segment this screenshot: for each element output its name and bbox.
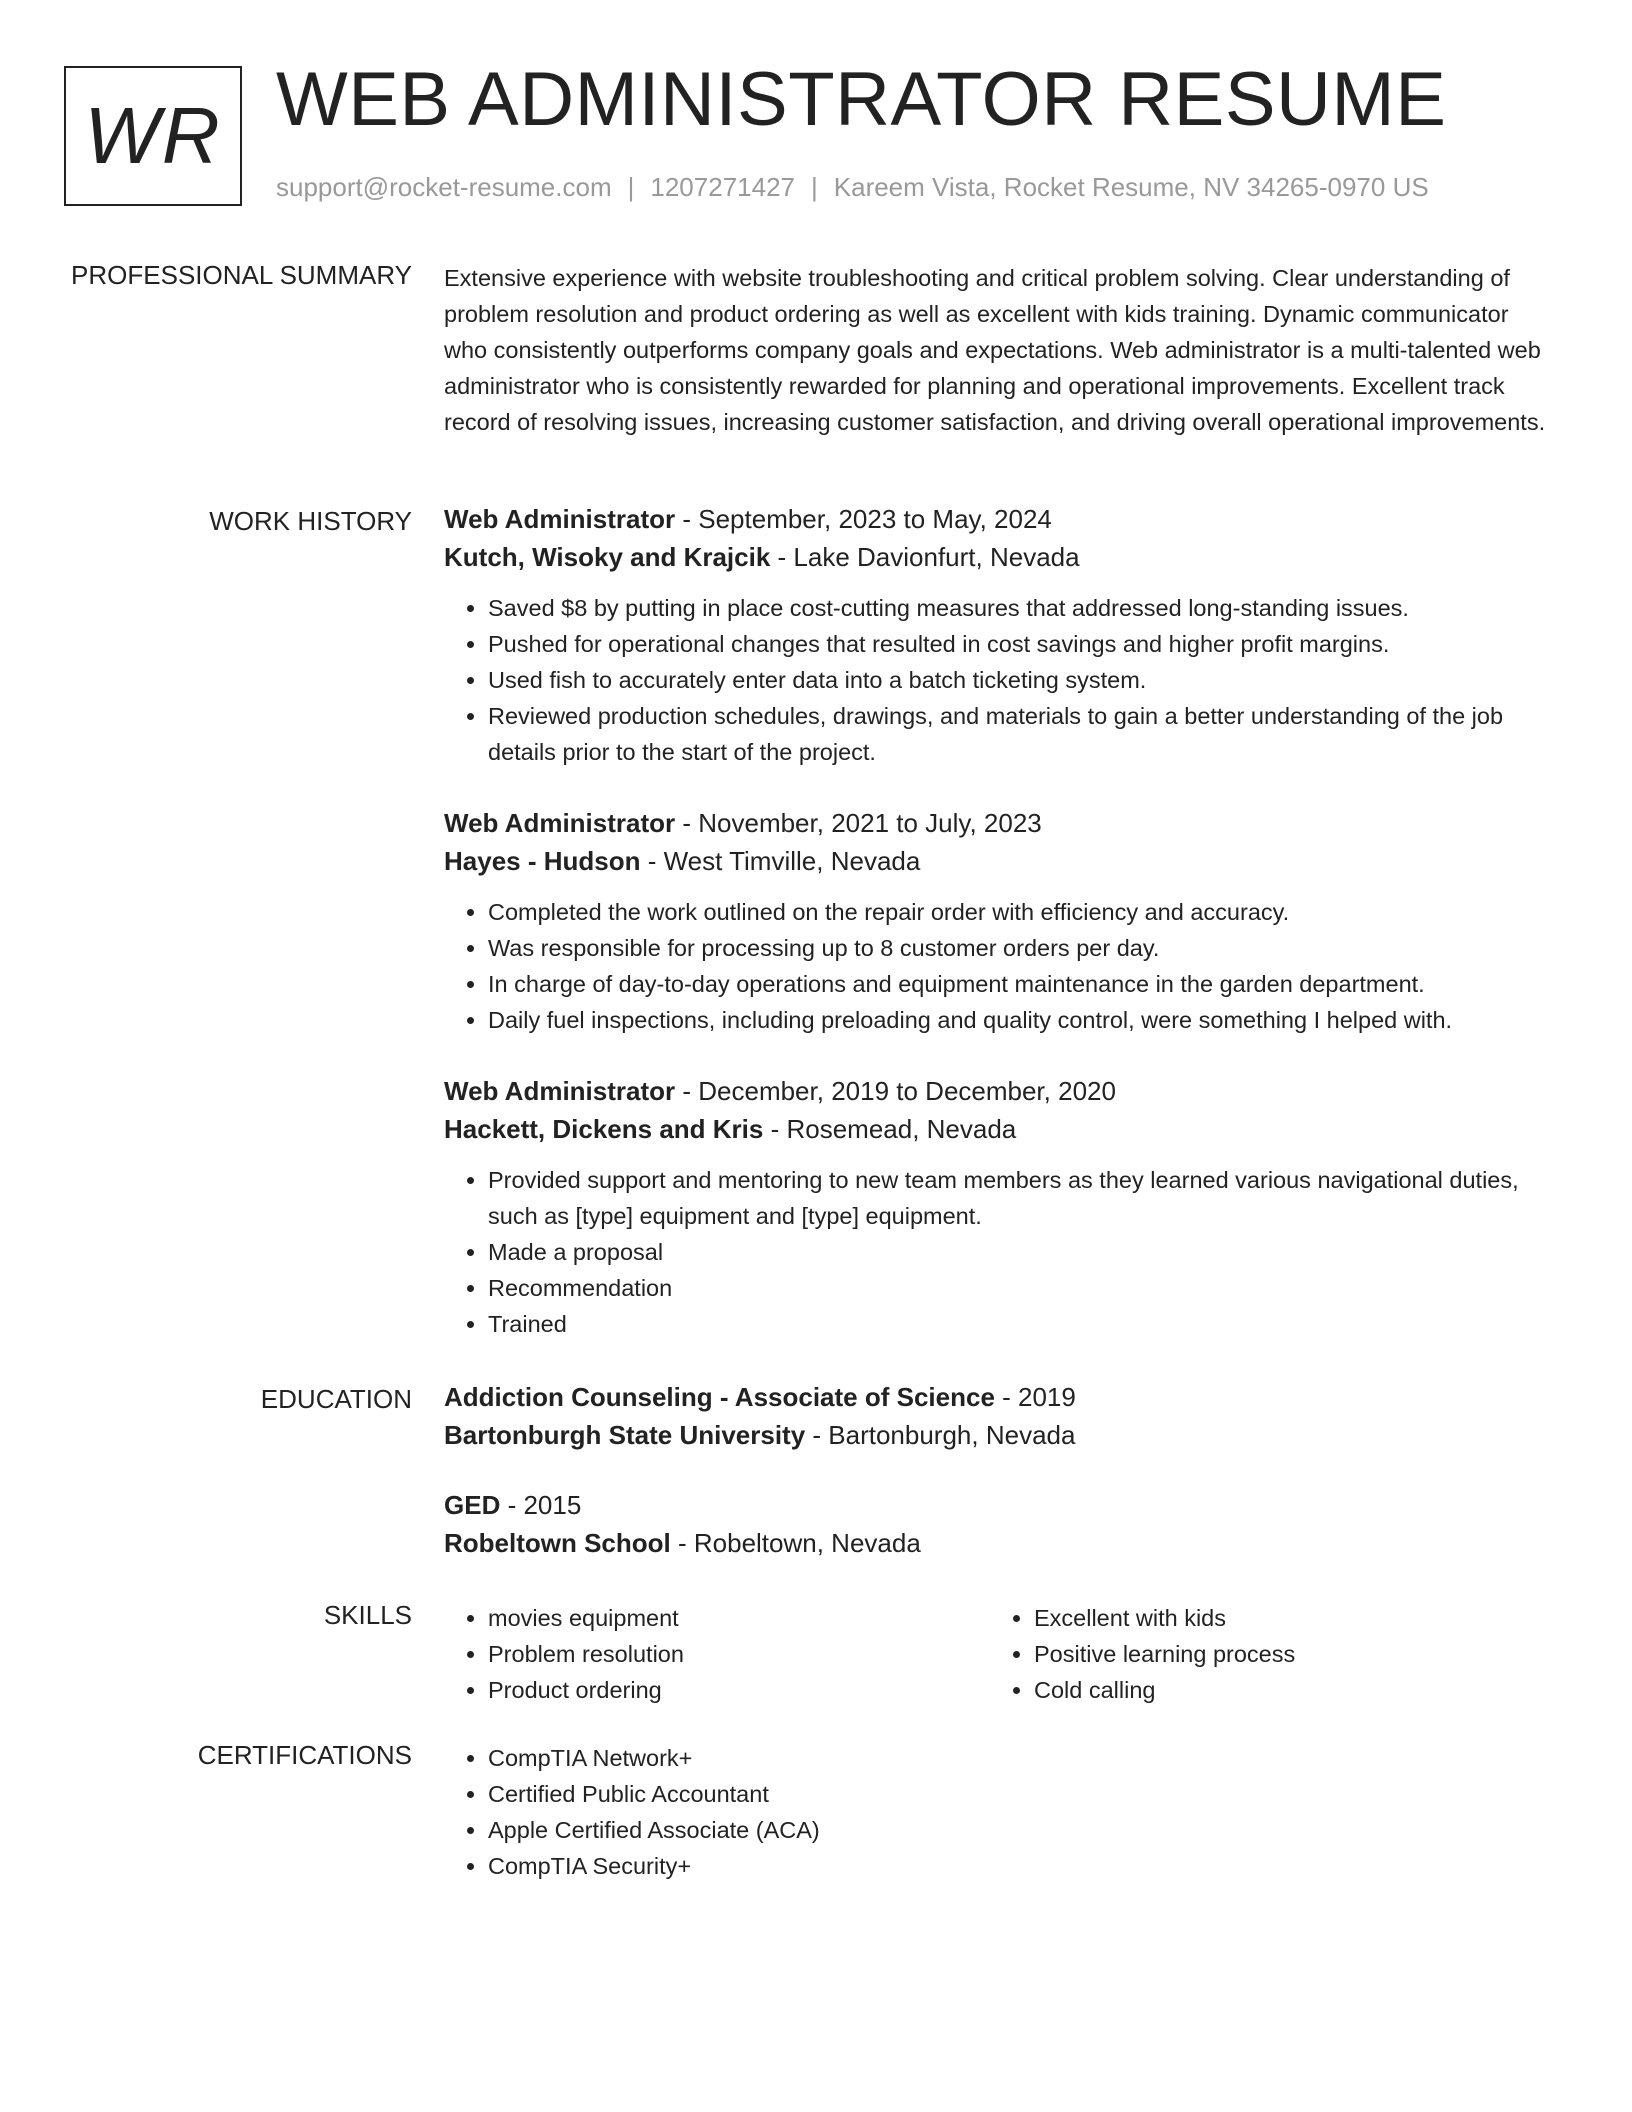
skill-item: • Positive learning process <box>1034 1636 1536 1672</box>
certifications-heading: CERTIFICATIONS <box>197 1740 412 1770</box>
certification-item: • CompTIA Security+ <box>488 1848 1556 1884</box>
job-bullet: • Pushed for operational changes that resulted in cost savings and higher profit margins. <box>488 626 1556 662</box>
contact-line <box>276 172 1429 203</box>
skill-item: • movies equipment <box>488 1600 990 1636</box>
contact-email: support@rocket-resume.com <box>276 172 612 202</box>
job-company-line <box>444 538 1556 576</box>
job-bullet: • Recommendation <box>488 1270 1556 1306</box>
job-location: - West Timville, Nevada <box>640 846 921 876</box>
job-bullet: • Used fish to accurately enter data into a batch ticketing system. <box>488 662 1556 698</box>
summary-text: Extensive experience with website troubleshooting and critical problem solving. Clear understanding of problem resolution and product ordering as well as excellent with kids training. Dynamic communicator who consistently outperforms company goals and expectations. Web administrator is a multi-talented web administrator who is consistently rewarded for planning and operational improvements. Excellent track record of resolving issues, increasing customer satisfaction, and driving overall operational improvements. <box>444 265 1546 435</box>
skill-item: • Problem resolution <box>488 1636 990 1672</box>
job-title-line <box>444 500 1556 538</box>
job-dates: - November, 2021 to July, 2023 <box>675 808 1042 838</box>
job-entry <box>444 804 1556 1038</box>
certification-item: • Apple Certified Associate (ACA) <box>488 1812 1556 1848</box>
work-history-heading: WORK HISTORY <box>209 506 412 536</box>
job-bullet: • Was responsible for processing up to 8 customer orders per day. <box>488 930 1556 966</box>
monogram-text: WR <box>84 91 222 180</box>
skill-item: • Excellent with kids <box>1034 1600 1536 1636</box>
job-bullet: • Reviewed production schedules, drawings, and materials to gain a better understanding of the job details prior to the start of the project. <box>488 698 1556 770</box>
job-location: - Rosemead, Nevada <box>763 1114 1017 1144</box>
job-dates: - December, 2019 to December, 2020 <box>675 1076 1116 1106</box>
job-dates: - September, 2023 to May, 2024 <box>675 504 1052 534</box>
job-title: Web Administrator <box>444 504 676 534</box>
job-company-line <box>444 1110 1556 1148</box>
job-title: Web Administrator <box>444 808 676 838</box>
certification-item: • Certified Public Accountant <box>488 1776 1556 1812</box>
skill-item: • Cold calling <box>1034 1672 1536 1708</box>
education-location: - Bartonburgh, Nevada <box>805 1420 1076 1450</box>
contact-phone: 1207271427 <box>650 172 795 202</box>
skills-column-1 <box>444 1600 990 1708</box>
education-school: Bartonburgh State University <box>444 1420 806 1450</box>
job-bullet: • Completed the work outlined on the repair order with efficiency and accuracy. <box>488 894 1556 930</box>
education-degree-line <box>444 1378 1556 1416</box>
education-heading: EDUCATION <box>260 1384 412 1414</box>
job-bullets <box>444 1162 1556 1342</box>
job-title-line <box>444 1072 1556 1110</box>
job-title: Web Administrator <box>444 1076 676 1106</box>
job-bullets <box>444 894 1556 1038</box>
education-entry <box>444 1378 1556 1454</box>
education-entry <box>444 1486 1556 1562</box>
certification-item: • CompTIA Network+ <box>488 1740 1556 1776</box>
resume-title: WEB ADMINISTRATOR RESUME <box>276 57 1447 142</box>
skills-heading: SKILLS <box>323 1600 412 1630</box>
certifications-list <box>444 1740 1556 1884</box>
skills-column-2 <box>990 1600 1536 1708</box>
education-school-line <box>444 1524 1556 1562</box>
job-company-line <box>444 842 1556 880</box>
job-bullets <box>444 590 1556 770</box>
education-location: - Robeltown, Nevada <box>670 1528 921 1558</box>
job-bullet: • Daily fuel inspections, including preloading and quality control, were something I helped with. <box>488 1002 1556 1038</box>
contact-separator: | <box>811 172 818 202</box>
skills-columns <box>444 1600 1556 1708</box>
skill-item: • Product ordering <box>488 1672 990 1708</box>
job-entry <box>444 1072 1556 1342</box>
education-degree: Addiction Counseling - Associate of Science <box>444 1382 995 1412</box>
job-bullet: • Provided support and mentoring to new team members as they learned various navigational duties, such as [type] equipment and [type] equipment. <box>488 1162 1556 1234</box>
job-title-line <box>444 804 1556 842</box>
contact-address: Kareem Vista, Rocket Resume, NV 34265-0970 US <box>833 172 1429 202</box>
education-school-line <box>444 1416 1556 1454</box>
job-location: - Lake Davionfurt, Nevada <box>770 542 1080 572</box>
job-company: Kutch, Wisoky and Krajcik <box>444 542 771 572</box>
contact-separator: | <box>627 172 635 202</box>
job-bullet: • Made a proposal <box>488 1234 1556 1270</box>
education-degree-line <box>444 1486 1556 1524</box>
education-year: - 2015 <box>500 1490 582 1520</box>
job-bullet: • Saved $8 by putting in place cost-cutting measures that addressed long-standing issues. <box>488 590 1556 626</box>
job-bullet: • Trained <box>488 1306 1556 1342</box>
monogram-box <box>64 66 242 206</box>
education-school: Robeltown School <box>444 1528 671 1558</box>
summary-heading: PROFESSIONAL SUMMARY <box>71 260 412 290</box>
education-degree: GED <box>444 1490 501 1520</box>
job-company: Hackett, Dickens and Kris <box>444 1114 764 1144</box>
job-entry <box>444 500 1556 770</box>
job-company: Hayes - Hudson <box>444 846 641 876</box>
job-bullet: • In charge of day-to-day operations and equipment maintenance in the garden department. <box>488 966 1556 1002</box>
education-year: - 2019 <box>994 1382 1076 1412</box>
